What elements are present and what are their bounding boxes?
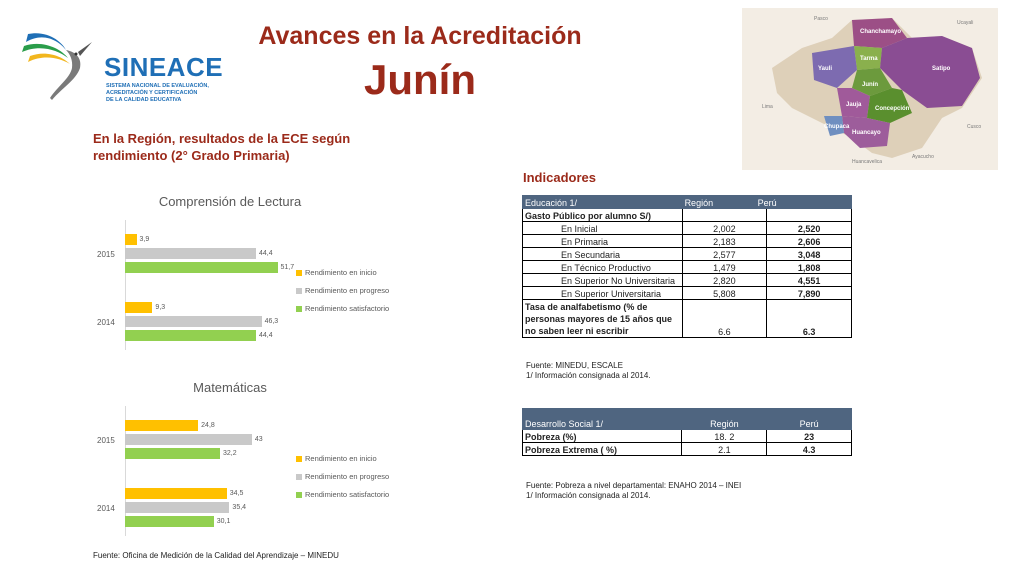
table-cell-peru: 7,890 <box>767 287 852 300</box>
map-neighbor-label: Ucayali <box>957 20 974 26</box>
legend-label: Rendimiento en progreso <box>305 286 390 295</box>
social-table-header <box>523 409 852 430</box>
table-cell-label: En Superior Universitaria <box>523 287 683 300</box>
legend-swatch <box>296 288 302 294</box>
indicators-heading: Indicadores <box>523 170 596 185</box>
legend-swatch <box>296 306 302 312</box>
chart-legend-item <box>296 304 389 313</box>
footer-source: Fuente: Oficina de Medición de la Calidad del Aprendizaje – MINEDU <box>93 551 339 560</box>
map-label: Jauja <box>846 102 862 108</box>
legend-label: Rendimiento satisfactorio <box>305 490 390 499</box>
map-label: Junín <box>862 82 878 88</box>
logo-subtitle-line: ACREDITACIÓN Y CERTIFICACIÓN <box>106 90 198 96</box>
logo-name: SINEACE <box>104 52 224 82</box>
chart-bar <box>125 420 198 431</box>
table-cell-peru: 1,808 <box>767 261 852 274</box>
table-cell-label: En Superior No Universitaria <box>523 274 683 287</box>
table-row <box>523 209 852 222</box>
chart-data-label: 34,5 <box>229 490 244 497</box>
note-line: Fuente: MINEDU, ESCALE <box>526 361 623 370</box>
table-cell <box>682 209 767 222</box>
table-row <box>523 261 852 274</box>
table-header-cell: Perú <box>767 409 852 430</box>
note-line: 1/ Información consignada al 2014. <box>526 491 651 500</box>
table-header-cell <box>682 196 851 209</box>
table-row <box>523 300 852 338</box>
table-cell-region: 2,577 <box>682 248 767 261</box>
table-cell-peru: 23 <box>767 430 852 443</box>
table-cell-peru: 2,606 <box>767 235 852 248</box>
table-row <box>523 443 852 456</box>
chart-legend-item <box>296 286 389 295</box>
chart-category-label: 2015 <box>97 436 115 445</box>
table-header-cell: Educación 1/ <box>523 196 683 209</box>
table-cell-region: 2,002 <box>682 222 767 235</box>
page-title: Avances en la Acreditación <box>258 22 582 50</box>
table-cell-label: En Primaria <box>523 235 683 248</box>
chart-category-label: 2015 <box>97 250 115 259</box>
table-cell-label: Tasa de analfabetismo (% de personas mayores de 15 años que no saben leer ni escribir <box>523 300 683 338</box>
table-header-cell: Desarrollo Social 1/ <box>523 409 682 430</box>
social-notes <box>526 481 741 501</box>
chart-legend-item <box>296 268 377 277</box>
table-row <box>523 235 852 248</box>
map-label: Chupaca <box>824 124 850 130</box>
legend-label: Rendimiento en inicio <box>305 268 377 277</box>
table-cell-region: 2.1 <box>682 443 767 456</box>
junin-region-map <box>742 8 998 170</box>
sineace-logo <box>18 22 224 103</box>
map-label: Chanchamayo <box>860 29 902 35</box>
table-cell-label: En Inicial <box>523 222 683 235</box>
chart-bar <box>125 488 227 499</box>
chart-bar <box>125 448 220 459</box>
table-header-peru: Perú <box>757 198 777 208</box>
table-header-region: Región <box>684 198 714 208</box>
table-group-label: Gasto Público por alumno S/) <box>523 209 683 222</box>
legend-swatch <box>296 474 302 480</box>
chart-comprension-lectura <box>0 190 400 350</box>
map-label: Tarma <box>860 56 878 62</box>
chart-data-label: 43 <box>254 436 263 443</box>
chart-data-label: 24,8 <box>201 422 215 429</box>
chart-bar <box>125 330 256 341</box>
education-notes <box>526 361 651 381</box>
table-cell-label: Pobreza (%) <box>523 430 682 443</box>
table-row <box>523 248 852 261</box>
table-cell-region: 2,820 <box>682 274 767 287</box>
chart-bar <box>125 234 137 245</box>
chart-data-label: 46,3 <box>264 318 279 325</box>
note-line: Fuente: Pobreza a nivel departamental: ENAHO 2014 – INEI <box>526 481 742 490</box>
chart-matematicas <box>0 376 400 536</box>
table-row <box>523 287 852 300</box>
table-cell-peru: 3,048 <box>767 248 852 261</box>
table-cell-region: 5,808 <box>682 287 767 300</box>
table-cell-label: Pobreza Extrema ( %) <box>523 443 682 456</box>
map-label: Yauli <box>818 66 833 72</box>
chart-data-label: 44,4 <box>258 250 273 257</box>
chart-data-label: 3,9 <box>139 236 150 243</box>
map-label: Concepción <box>875 106 910 112</box>
table-row <box>523 274 852 287</box>
chart-data-label: 9,3 <box>155 304 166 311</box>
map-label: Huancayo <box>852 130 881 136</box>
chart-data-label: 51,7 <box>280 264 295 271</box>
table-header-cell: Región <box>682 409 767 430</box>
table-cell-region: 1,479 <box>682 261 767 274</box>
chart-bar <box>125 248 256 259</box>
logo-subtitle-line: SISTEMA NACIONAL DE EVALUACIÓN, <box>106 83 209 89</box>
table-row <box>523 222 852 235</box>
logo-subtitle-line: DE LA CALIDAD EDUCATIVA <box>106 97 182 103</box>
chart-bar <box>125 434 252 445</box>
legend-swatch <box>296 492 302 498</box>
table-cell-peru: 6.3 <box>767 300 852 338</box>
table-cell-region: 2,183 <box>682 235 767 248</box>
chart-bar <box>125 516 214 527</box>
social-table <box>522 408 852 456</box>
page-subtitle: Junín <box>364 56 476 103</box>
chart-legend-item <box>296 454 377 463</box>
logo-subtitle <box>106 83 216 104</box>
legend-label: Rendimiento en inicio <box>305 454 377 463</box>
legend-label: Rendimiento en progreso <box>305 472 390 481</box>
chart-title: Matemáticas <box>193 380 267 395</box>
table-cell-region: 6.6 <box>682 300 767 338</box>
table-cell-region: 18. 2 <box>682 430 767 443</box>
legend-swatch <box>296 456 302 462</box>
table-cell-label: En Secundaria <box>523 248 683 261</box>
chart-legend-item <box>296 472 389 481</box>
chart-data-label: 35,4 <box>232 504 247 511</box>
table-cell-label: En Técnico Productivo <box>523 261 683 274</box>
note-line: 1/ Información consignada al 2014. <box>526 371 651 380</box>
map-neighbor-label: Huancavelica <box>852 159 883 165</box>
map-neighbor-label: Pasco <box>814 16 828 22</box>
chart-title: Comprensión de Lectura <box>158 194 302 209</box>
chart-category-label: 2014 <box>97 504 115 513</box>
chart-data-label: 30,1 <box>216 518 231 525</box>
chart-bar <box>125 302 152 313</box>
education-table-header <box>523 196 852 209</box>
chart-category-label: 2014 <box>97 318 115 327</box>
chart-legend-item <box>296 490 389 499</box>
table-cell-peru: 4.3 <box>767 443 852 456</box>
chart-bar <box>125 502 229 513</box>
chart-data-label: 32,2 <box>222 450 237 457</box>
map-neighbor-label: Ayacucho <box>912 154 934 160</box>
legend-label: Rendimiento satisfactorio <box>305 304 390 313</box>
table-cell-peru: 2,520 <box>767 222 852 235</box>
chart-data-label: 44,4 <box>258 332 273 339</box>
chart-bar <box>125 262 278 273</box>
chart-bar <box>125 316 262 327</box>
legend-swatch <box>296 270 302 276</box>
map-label: Satipo <box>932 66 951 72</box>
education-table <box>522 195 852 338</box>
hummingbird-logo-icon <box>18 22 98 102</box>
section-heading: En la Región, resultados de la ECE según rendimiento (2° Grado Primaria) <box>93 131 351 163</box>
table-row <box>523 430 852 443</box>
map-neighbor-label: Cusco <box>967 124 982 130</box>
table-cell <box>767 209 852 222</box>
table-cell-peru: 4,551 <box>767 274 852 287</box>
map-neighbor-label: Lima <box>762 104 773 110</box>
